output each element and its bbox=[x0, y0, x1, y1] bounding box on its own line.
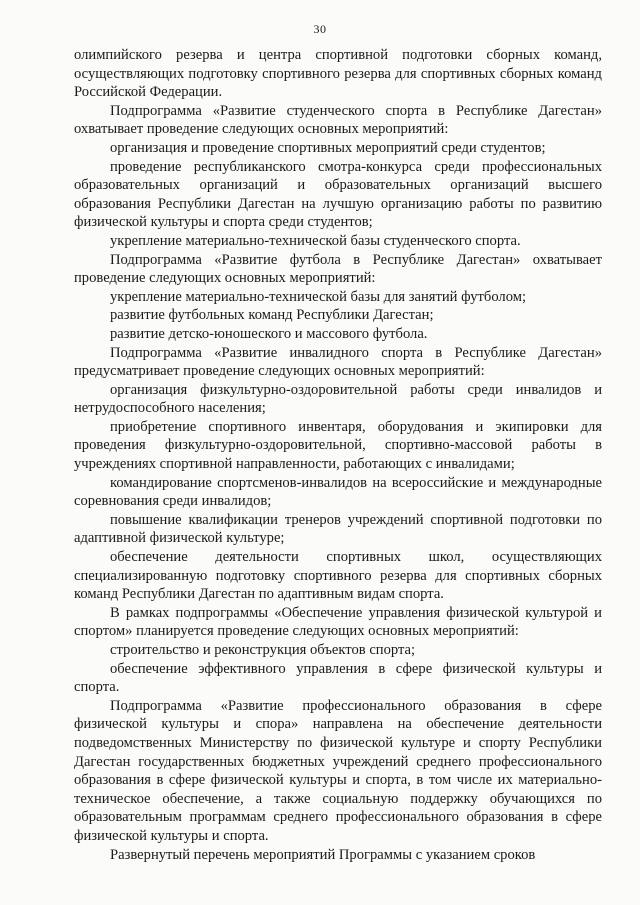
paragraph: обеспечение деятельности спортивных школ, осуществляющих специализированную подготовку спортивного резерва для спортивных сборных команд Республики Дагестан по адаптивным видам спорта. bbox=[74, 549, 602, 603]
paragraph: командирование спортсменов-инвалидов на всероссийские и международные соревнования среди инвалидов; bbox=[74, 474, 602, 510]
paragraph: обеспечение эффективного управления в сфере физической культуры и спорта. bbox=[74, 660, 602, 696]
page-number: 30 bbox=[313, 22, 327, 36]
paragraph: организация и проведение спортивных мероприятий среди студентов; bbox=[110, 139, 546, 156]
paragraph: развитие футбольных команд Республики Дагестан; bbox=[110, 307, 434, 324]
paragraph: развитие детско-юношеского и массового футбола. bbox=[110, 325, 428, 342]
paragraph: организация физкультурно-оздоровительной работы среди инвалидов и нетрудоспособного населения; bbox=[74, 381, 602, 417]
paragraph: укрепление материально-технической базы для занятий футболом; bbox=[110, 288, 527, 305]
paragraph: повышение квалификации тренеров учреждений спортивной подготовки по адаптивной физической культуре; bbox=[74, 511, 602, 547]
paragraph: Подпрограмма «Развитие студенческого спорта в Республике Дагестан» охватывает проведение следующих основных мероприятий: bbox=[74, 102, 602, 138]
paragraph: В рамках подпрограммы «Обеспечение управления физической культурой и спортом» планируется проведение следующих основных мероприятий: bbox=[74, 604, 602, 640]
paragraph: проведение республиканского смотра-конкурса среди профессиональных образовательных организаций и образовательных организаций высшего образования Республики Дагестан на лучшую организацию работы по развитию физической культуры и спорта среди студентов; bbox=[74, 158, 602, 231]
paragraph: Подпрограмма «Развитие профессионального образования в сфере физической культуры и спора» направлена на обеспечение деятельности подведомственных Министерству по физической культуре и спорту Республики Дагестан государственных бюджетных учреждений среднего профессионального образования в сфере физической культуры и спорта, в том числе их материально-техническое обеспечение, а также социальную поддержку обучающихся по образовательным программам среднего профессионального образования в сфере физической культуры и спорта. bbox=[74, 697, 602, 844]
paragraph: приобретение спортивного инвентаря, оборудования и экипировки для проведения физкультурно-оздоровительной, спортивно-массовой работы в учреждениях спортивной направленности, работающих с инвалидами; bbox=[74, 418, 602, 473]
paragraph: олимпийского резерва и центра спортивной подготовки сборных команд, осуществляющих подготовку спортивного резерва для спортивных сборных команд Российской Федерации. bbox=[74, 47, 602, 101]
document-body bbox=[74, 46, 602, 864]
paragraph: укрепление материально-технической базы студенческого спорта. bbox=[110, 232, 521, 249]
paragraph: Подпрограмма «Развитие футбола в Республике Дагестан» охватывает проведение следующих основных мероприятий: bbox=[74, 251, 602, 287]
paragraph: Развернутый перечень мероприятий Программы с указанием сроков bbox=[110, 846, 536, 863]
paragraph: Подпрограмма «Развитие инвалидного спорта в Республике Дагестан» предусматривает проведение следующих основных мероприятий: bbox=[74, 344, 602, 380]
paragraph: строительство и реконструкция объектов спорта; bbox=[110, 642, 416, 658]
